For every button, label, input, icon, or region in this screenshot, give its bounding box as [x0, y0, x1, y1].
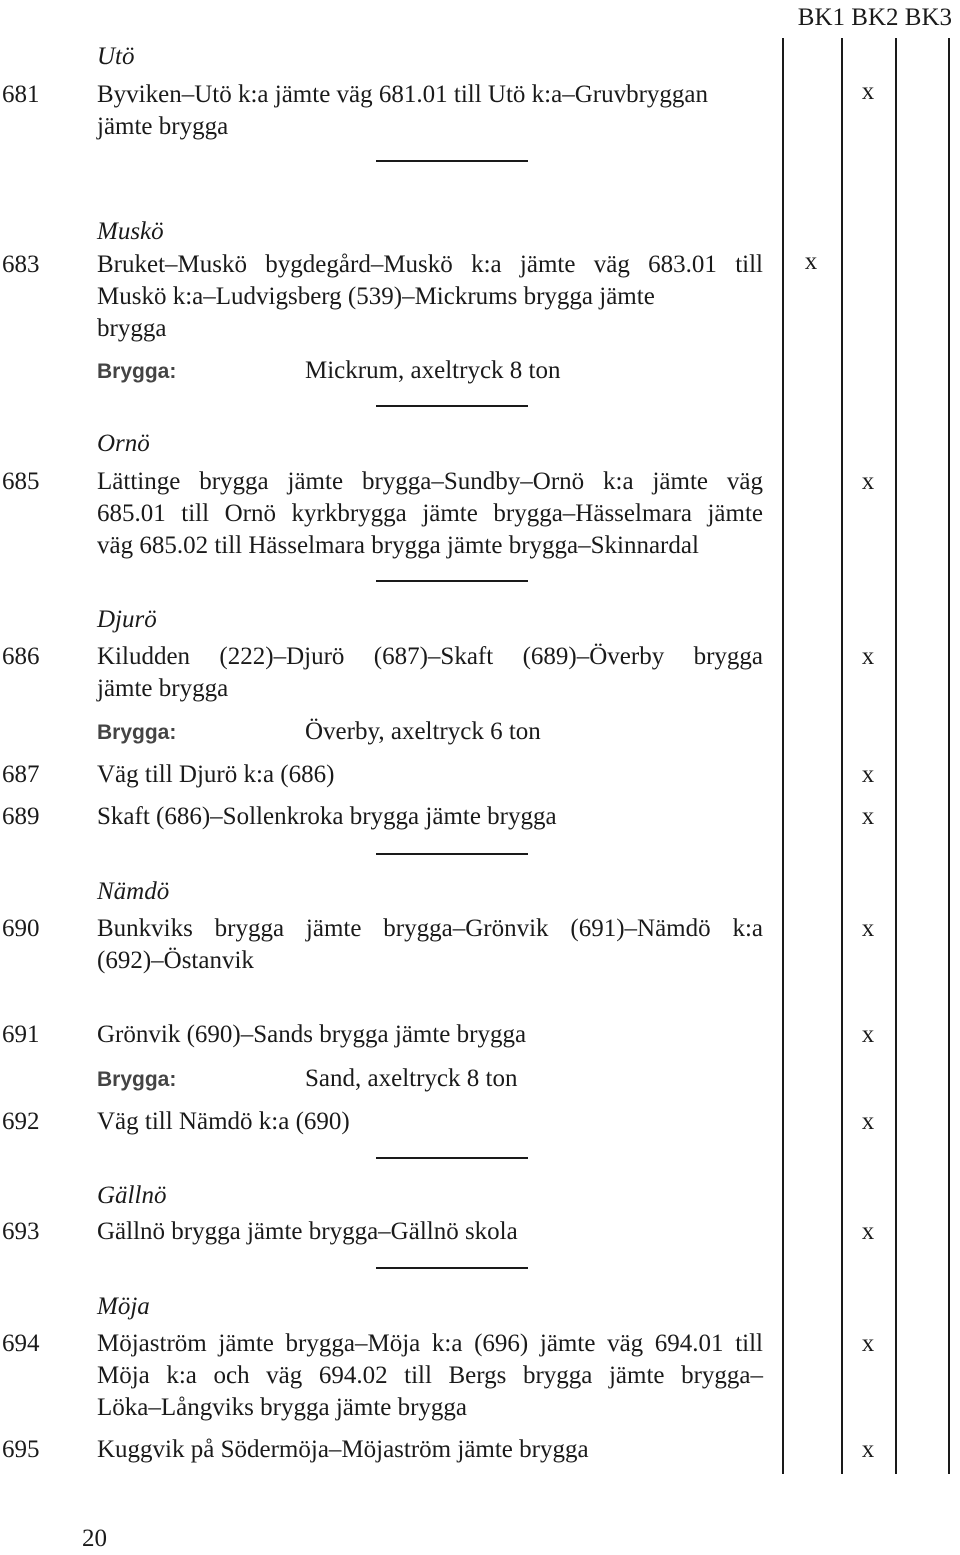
area-heading: Möja: [97, 1293, 150, 1320]
class-mark-bk2: x: [861, 1330, 875, 1357]
road-description-line: brygga: [97, 315, 167, 342]
column-header-bk1: BK1: [797, 4, 846, 31]
road-number: 685: [2, 468, 40, 495]
column-rule-bk2-right: [895, 38, 897, 1474]
brygga-detail: Mickrum, axeltryck 8 ton: [305, 357, 561, 384]
road-description-line: Möjaström jämte brygga–Möja k:a (696) jämte väg 694.01 till: [97, 1330, 763, 1357]
road-number: 692: [2, 1108, 40, 1135]
area-heading: Ornö: [97, 430, 150, 457]
section-separator: [376, 160, 528, 162]
area-heading: Utö: [97, 43, 135, 70]
section-separator: [376, 853, 528, 855]
section-separator: [376, 1157, 528, 1159]
brygga-detail: Överby, axeltryck 6 ton: [305, 718, 541, 745]
brygga-detail: Sand, axeltryck 8 ton: [305, 1065, 518, 1092]
column-header-bk3: BK3: [904, 4, 952, 31]
road-description-line: Bruket–Muskö bygdegård–Muskö k:a jämte väg 683.01 till: [97, 251, 763, 278]
road-description-line: Löka–Långviks brygga jämte brygga: [97, 1394, 468, 1421]
class-mark-bk2: x: [861, 761, 875, 788]
road-description-line: Lättinge brygga jämte brygga–Sundby–Ornö k:a jämte väg: [97, 468, 763, 495]
road-description-line: Kiludden (222)–Djurö (687)–Skaft (689)–Överby brygga: [97, 643, 763, 670]
road-description-line: Väg till Nämdö k:a (690): [97, 1108, 350, 1135]
road-number: 687: [2, 761, 40, 788]
road-number: 683: [2, 251, 40, 278]
area-heading: Gällnö: [97, 1182, 167, 1209]
column-rule-bk1-right: [841, 38, 843, 1474]
road-description-line: Kuggvik på Södermöja–Möjaström jämte brygga: [97, 1436, 589, 1463]
section-separator: [376, 405, 528, 407]
road-description-line: Möja k:a och väg 694.02 till Bergs brygga jämte brygga–: [97, 1362, 763, 1389]
class-mark-bk2: x: [861, 643, 875, 670]
brygga-label: Brygga:: [97, 360, 177, 383]
road-description-line: 685.01 till Ornö kyrkbrygga jämte brygga–Hässelmara jämte: [97, 500, 763, 527]
road-description-line: (692)–Östanvik: [97, 947, 254, 974]
column-rule-bk1-left: [782, 38, 784, 1474]
road-description-line: Grönvik (690)–Sands brygga jämte brygga: [97, 1021, 527, 1048]
road-description-line: väg 685.02 till Hässelmara brygga jämte brygga–Skinnardal: [97, 532, 699, 559]
road-number: 681: [2, 81, 40, 108]
road-number: 689: [2, 803, 40, 830]
class-mark-bk2: x: [861, 78, 875, 105]
road-description-line: jämte brygga: [97, 675, 229, 702]
road-number: 690: [2, 915, 40, 942]
road-description-line: Väg till Djurö k:a (686): [97, 761, 335, 788]
section-separator: [376, 1267, 528, 1269]
class-mark-bk2: x: [861, 1108, 875, 1135]
road-number: 691: [2, 1021, 40, 1048]
road-description-line: jämte brygga: [97, 113, 229, 140]
road-description-line: Bunkviks brygga jämte brygga–Grönvik (691)–Nämdö k:a: [97, 915, 763, 942]
class-mark-bk2: x: [861, 1218, 875, 1245]
column-header-bk2: BK2: [851, 4, 899, 31]
class-mark-bk2: x: [861, 1436, 875, 1463]
road-number: 693: [2, 1218, 40, 1245]
class-mark-bk2: x: [861, 1021, 875, 1048]
class-mark-bk2: x: [861, 468, 875, 495]
road-number: 694: [2, 1330, 40, 1357]
area-heading: Djurö: [97, 606, 157, 633]
page-number: 20: [82, 1525, 107, 1552]
area-heading: Nämdö: [97, 878, 170, 905]
class-mark-bk2: x: [861, 803, 875, 830]
road-description-line: Muskö k:a–Ludvigsberg (539)–Mickrums brygga jämte: [97, 283, 655, 310]
column-rule-bk3-right: [948, 38, 950, 1474]
section-separator: [376, 580, 528, 582]
road-description-line: Gällnö brygga jämte brygga–Gällnö skola: [97, 1218, 518, 1245]
class-mark-bk2: x: [861, 915, 875, 942]
road-description-line: Byviken–Utö k:a jämte väg 681.01 till Utö k:a–Gruvbryggan: [97, 81, 709, 108]
column-headers: [798, 2, 952, 34]
road-description-line: Skaft (686)–Sollenkroka brygga jämte brygga: [97, 803, 557, 830]
brygga-label: Brygga:: [97, 721, 177, 744]
brygga-label: Brygga:: [97, 1068, 177, 1091]
road-number: 695: [2, 1436, 40, 1463]
area-heading: Muskö: [97, 218, 164, 245]
class-mark-bk1: x: [804, 248, 818, 275]
road-number: 686: [2, 643, 40, 670]
